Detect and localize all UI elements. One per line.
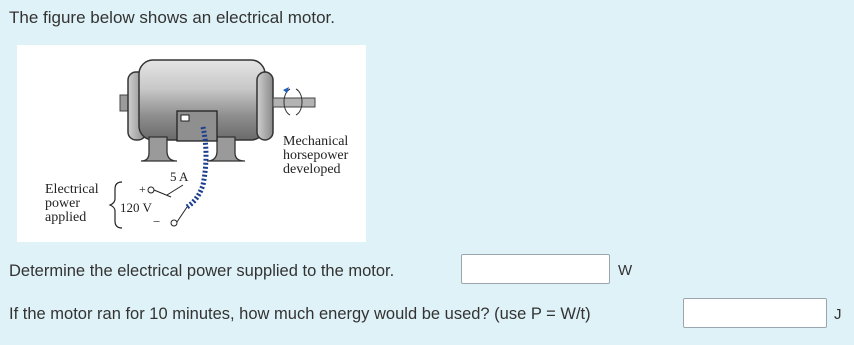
input-label-line3: applied bbox=[45, 210, 87, 225]
output-label-line2: horsepower bbox=[283, 148, 349, 163]
motor-diagram bbox=[17, 45, 366, 242]
terminal-screw-icon bbox=[181, 115, 189, 121]
plus-sign: + bbox=[139, 182, 146, 196]
question-energy: If the motor ran for 10 minutes, how much energy would be used? (use P = W/t) bbox=[9, 305, 591, 323]
intro-text: The figure below shows an electrical motor. bbox=[9, 8, 335, 27]
plus-terminal-icon bbox=[148, 187, 154, 193]
output-label-line3: developed bbox=[283, 162, 341, 177]
energy-unit-label: J bbox=[834, 306, 842, 323]
motor-figure bbox=[17, 45, 366, 242]
minus-sign: − bbox=[153, 214, 161, 229]
minus-terminal-icon bbox=[171, 220, 177, 226]
input-label-line2: power bbox=[45, 196, 80, 211]
front-end-cap bbox=[257, 72, 273, 140]
output-label-line1: Mechanical bbox=[283, 134, 349, 149]
energy-answer-input[interactable] bbox=[683, 298, 827, 328]
question-power: Determine the electrical power supplied to the motor. bbox=[9, 262, 395, 280]
output-shaft bbox=[273, 98, 315, 107]
power-answer-input[interactable] bbox=[461, 254, 610, 284]
input-label-line1: Electrical bbox=[45, 182, 99, 197]
voltage-label: 120 V bbox=[120, 200, 152, 215]
power-unit-label: W bbox=[618, 262, 633, 279]
current-label: 5 A bbox=[170, 169, 189, 184]
